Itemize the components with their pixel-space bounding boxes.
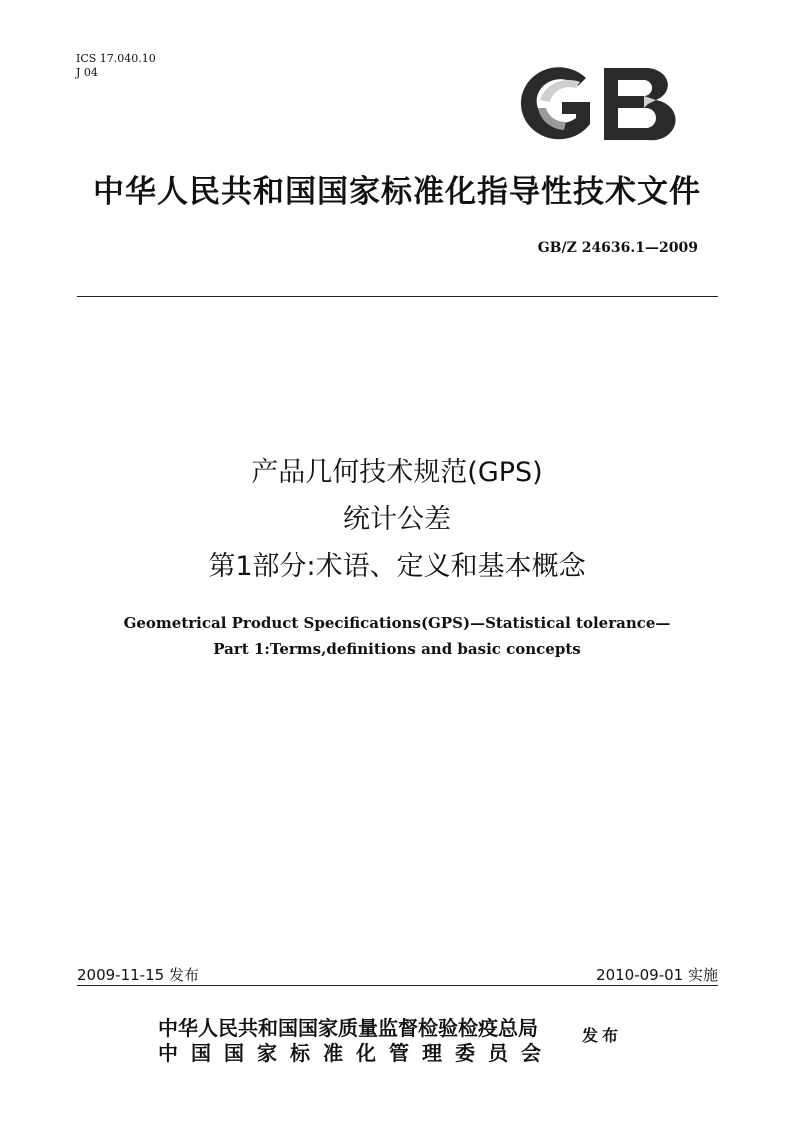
ccs-code: J 04 [76, 66, 98, 79]
header-divider [77, 296, 718, 297]
footer-divider [77, 985, 718, 986]
publisher-org-1: 中华人民共和国国家质量监督检验检疫总局 [158, 1016, 538, 1040]
publish-action-label: 发布 [582, 1026, 623, 1045]
document-type-title: 中华人民共和国国家标准化指导性技术文件 [93, 174, 701, 210]
classification-codes [76, 52, 156, 80]
publisher-org-2: 中国国家标准化管理委员会 [158, 1041, 554, 1065]
chinese-title-line-1: 产品几何技术规范(GPS) [251, 457, 543, 488]
ics-code: ICS 17.040.10 [76, 52, 156, 65]
chinese-title-line-3: 第1部分:术语、定义和基本概念 [208, 551, 586, 582]
issue-date: 2009-11-15 发布 [77, 966, 199, 984]
gb-logo-icon [520, 64, 676, 144]
implementation-date: 2010-09-01 实施 [596, 966, 718, 984]
english-title-line-1: Geometrical Product Specifications(GPS)—Statistical tolerance— [123, 614, 671, 632]
chinese-title-line-2: 统计公差 [343, 504, 451, 535]
english-title-line-2: Part 1:Terms,definitions and basic concepts [213, 640, 581, 658]
standard-number: GB/Z 24636.1—2009 [537, 240, 698, 256]
